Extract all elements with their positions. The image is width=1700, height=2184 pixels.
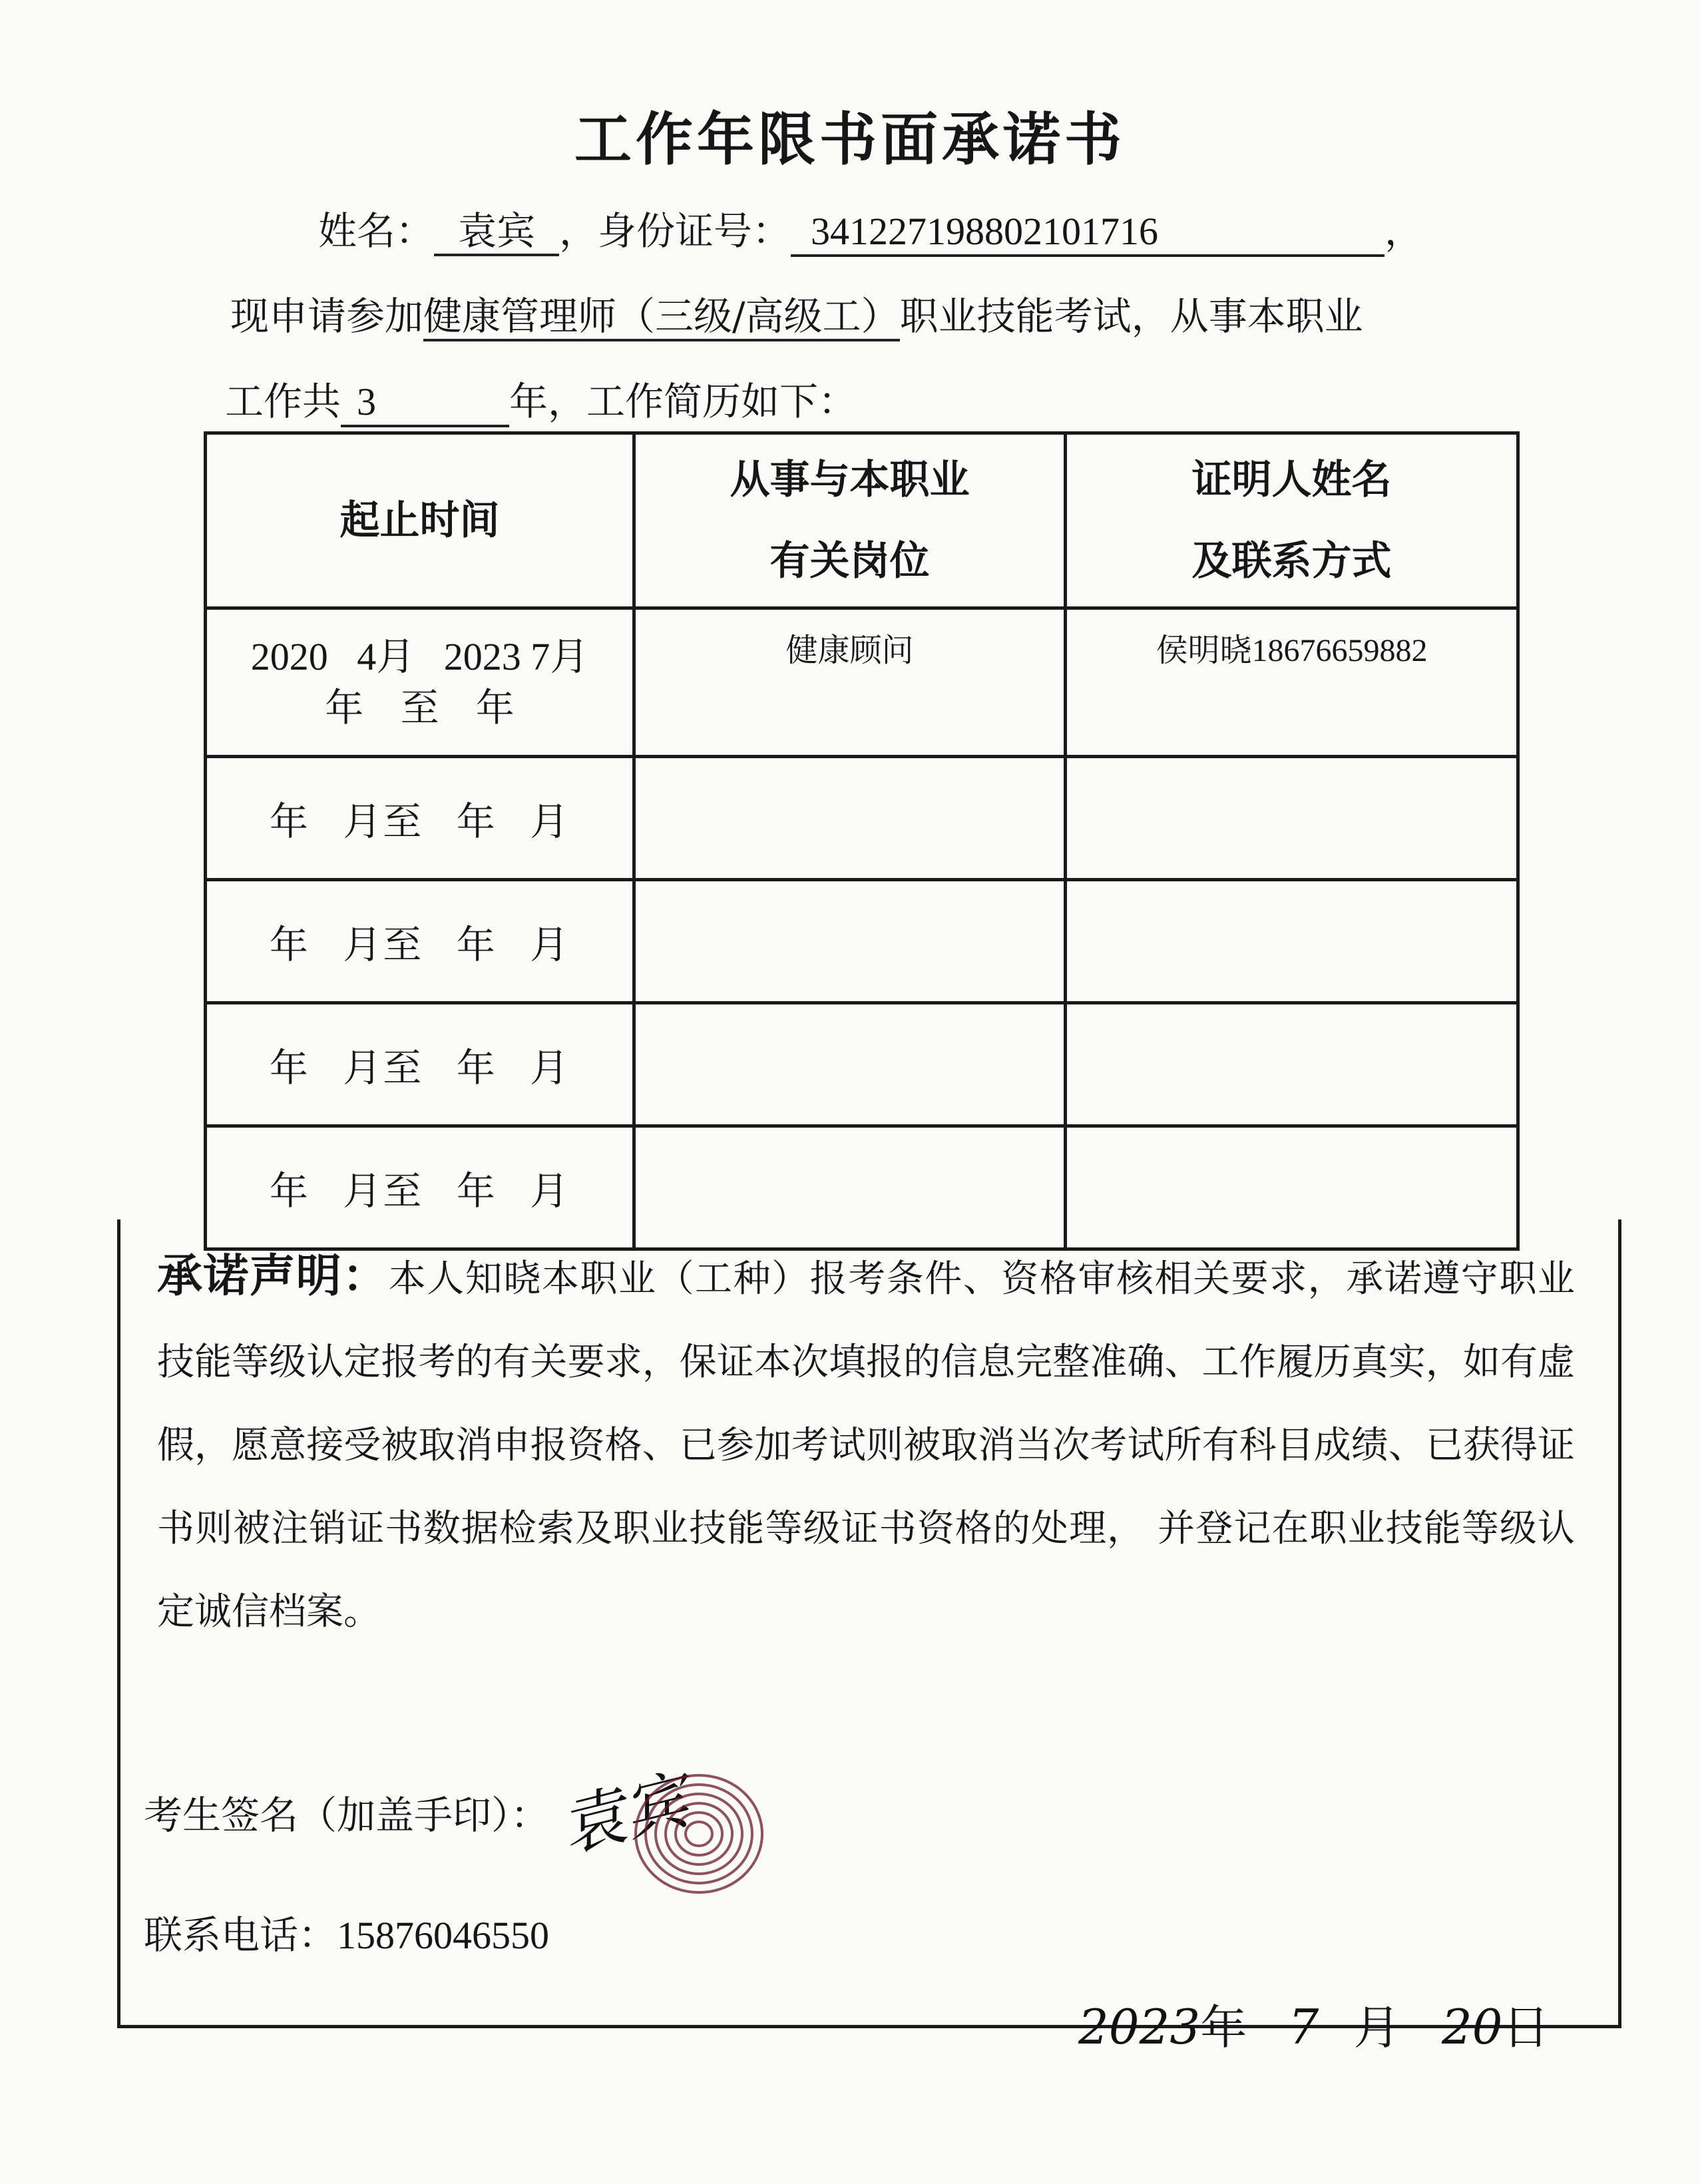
row-position	[634, 757, 1066, 880]
page-title: 工作年限书面承诺书	[574, 107, 1126, 173]
row-position	[634, 1003, 1066, 1126]
date-day-unit: 日	[1502, 2000, 1550, 2055]
date-day: 20	[1441, 1999, 1503, 2055]
table-header-row	[206, 433, 1518, 608]
contact-phone: 15876046550	[337, 1914, 550, 1957]
years-suffix: 年，工作简历如下：	[509, 379, 857, 424]
date-year-unit: 年	[1200, 2000, 1247, 2055]
signature-line	[144, 1784, 549, 1840]
row-witness	[1066, 1003, 1518, 1126]
contact-line	[144, 1904, 549, 1960]
row-position	[634, 880, 1066, 1003]
table-row	[206, 1003, 1518, 1126]
row-period: 年 月至 年 月	[206, 757, 634, 880]
date-month: 7	[1288, 1999, 1319, 2055]
row-period: 年 月至 年 月	[206, 1126, 634, 1249]
declaration-text: 本人知晓本职业（工种）报考条件、资格审核相关要求，承诺遵守职业技能等级认定报考的有关要求，保证本次填报的信息完整准确、工作履历真实，如有虚假，愿意接受被取消申报资格、已参加考试则被取消当次考试所有科目成绩、已获得证书则被注销证书数据检索及职业技能等级证书资格的处理， 并登记在职业技能等级认定诚信档案。	[157, 1257, 1575, 1634]
years-value: 3	[341, 380, 509, 427]
id-number: 341227198802101716	[791, 210, 1384, 257]
application-suffix: 职业技能考试，从事本职业	[899, 294, 1363, 339]
contact-label: 联系电话：	[144, 1912, 337, 1958]
work-history-table	[204, 431, 1520, 1251]
header-position: 从事与本职业 有关岗位	[634, 433, 1066, 608]
applicant-name: 袁宾	[434, 209, 559, 256]
row-witness	[1066, 757, 1518, 880]
header-period: 起止时间	[206, 433, 634, 608]
table-row	[206, 757, 1518, 880]
id-end: ，	[1384, 208, 1424, 254]
declaration	[157, 1235, 1575, 1653]
date-year: 2023	[1078, 1999, 1201, 2055]
declaration-heading: 承诺声明：	[157, 1250, 389, 1303]
id-label: ，身份证号：	[559, 208, 791, 254]
row1-witness: 侯明晓18676659882	[1066, 608, 1518, 757]
exam-name: 健康管理师（三级/高级工）	[423, 294, 900, 341]
applicant-line	[318, 200, 1423, 257]
years-line	[225, 370, 857, 427]
header-witness: 证明人姓名 及联系方式	[1066, 433, 1518, 608]
application-prefix: 现申请参加	[230, 294, 424, 339]
row-period: 年 月至 年 月	[206, 1003, 634, 1126]
fingerprint-icon	[619, 1757, 779, 1904]
row1-position: 健康顾问	[634, 608, 1066, 757]
name-label: 姓名：	[318, 208, 435, 254]
application-line	[230, 285, 1363, 341]
table-row	[206, 608, 1518, 757]
row-period: 年 月至 年 月	[206, 880, 634, 1003]
date-month-unit: 月	[1353, 2000, 1400, 2055]
handwritten-signature: 袁宾	[553, 1763, 696, 1866]
date-line	[1078, 1990, 1549, 2058]
table-row	[206, 880, 1518, 1003]
signature-label: 考生签名（加盖手印）：	[144, 1793, 550, 1838]
years-prefix: 工作共	[225, 379, 341, 424]
row1-period: 2020 4月 2023 7月 年 至 年	[206, 608, 634, 757]
row-witness	[1066, 880, 1518, 1003]
